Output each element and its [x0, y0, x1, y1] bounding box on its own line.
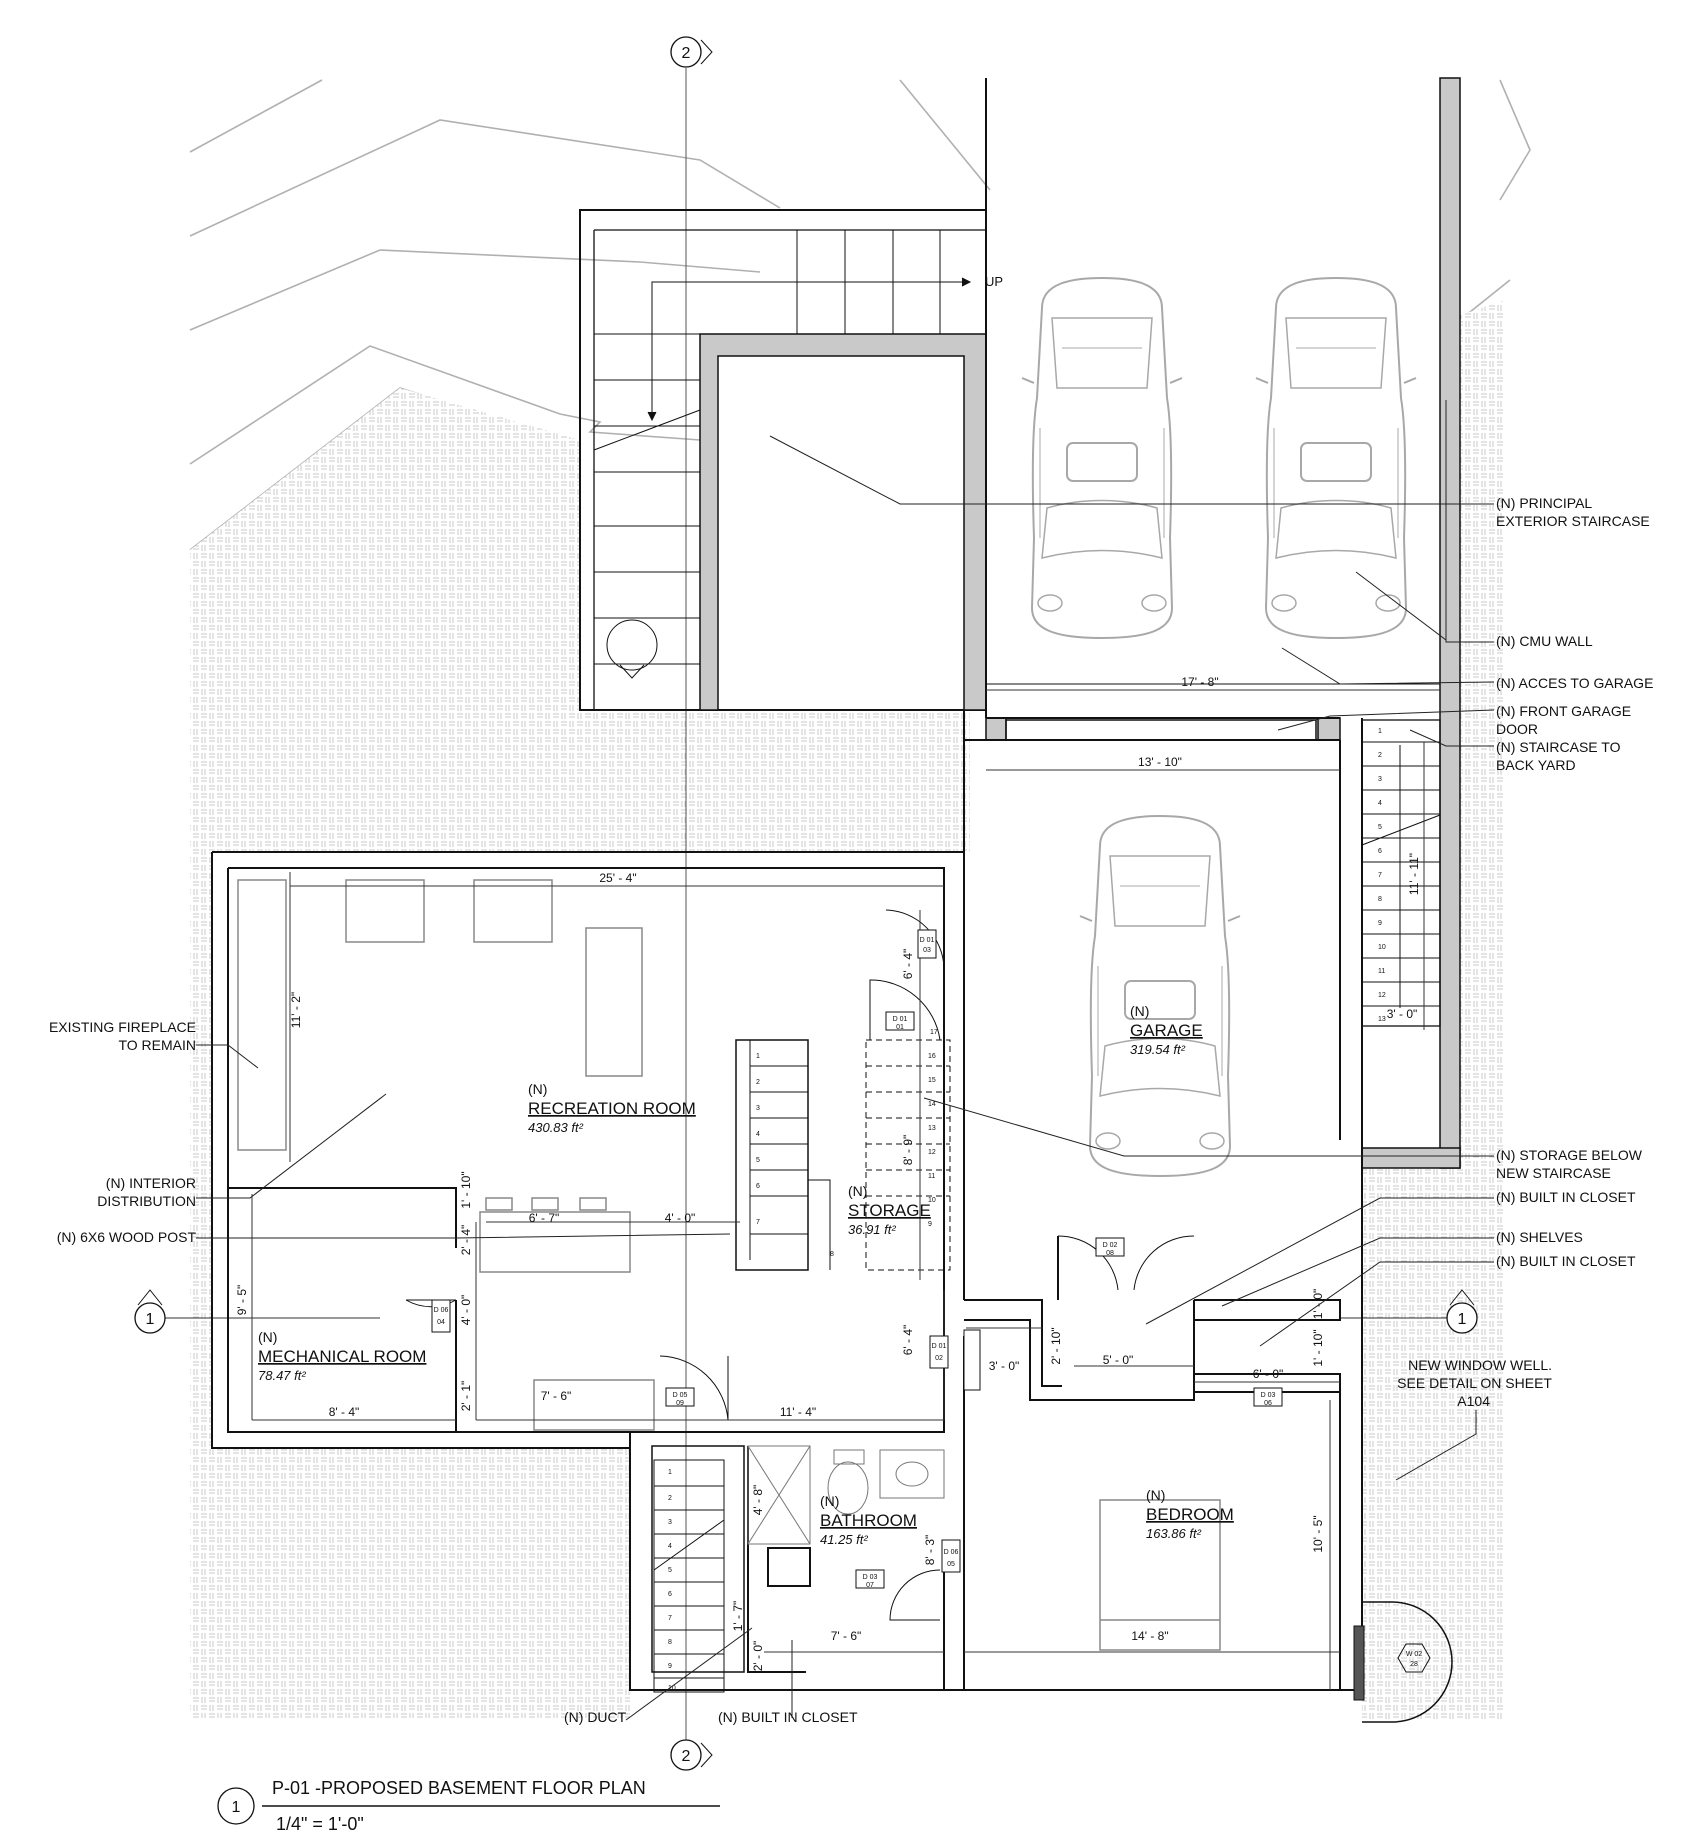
- svg-text:05: 05: [947, 1561, 955, 1568]
- cmu-walls: [700, 78, 1460, 1168]
- svg-text:(N): (N): [1146, 1487, 1166, 1503]
- svg-text:12: 12: [928, 1149, 936, 1156]
- svg-text:5: 5: [1378, 824, 1382, 831]
- svg-text:1: 1: [145, 1311, 155, 1328]
- backyard-stair-numbers: [1378, 728, 1386, 1023]
- svg-text:5: 5: [756, 1157, 760, 1164]
- title-block: [218, 1778, 720, 1834]
- principal-exterior-staircase: [580, 210, 986, 710]
- grid-bubble-bottom: 2: [681, 1748, 691, 1765]
- svg-text:02: 02: [935, 1355, 943, 1362]
- svg-text:1: 1: [231, 1799, 241, 1816]
- svg-text:25' - 4": 25' - 4": [599, 871, 637, 885]
- svg-text:NEW WINDOW WELL.: NEW WINDOW WELL.: [1408, 1357, 1552, 1373]
- svg-text:BEDROOM: BEDROOM: [1146, 1505, 1234, 1524]
- callout-principal-staircase: [1496, 495, 1650, 529]
- svg-text:3' - 0": 3' - 0": [988, 1359, 1020, 1373]
- svg-text:3: 3: [668, 1519, 672, 1526]
- svg-text:D 02: D 02: [1102, 1242, 1118, 1249]
- callout-built-in-closet-2: [1496, 1253, 1636, 1269]
- svg-text:2' - 0": 2' - 0": [751, 1640, 765, 1672]
- callout-front-garage-door: [1496, 703, 1631, 737]
- svg-text:1' - 7": 1' - 7": [731, 1600, 745, 1632]
- svg-text:13: 13: [1378, 1016, 1386, 1023]
- svg-text:41.25 ft²: 41.25 ft²: [820, 1532, 868, 1547]
- svg-text:4: 4: [756, 1131, 760, 1138]
- svg-text:10: 10: [1378, 944, 1386, 951]
- svg-text:BACK YARD: BACK YARD: [1496, 757, 1576, 773]
- svg-text:3: 3: [1378, 776, 1382, 783]
- section-marker-left: [135, 1290, 380, 1333]
- svg-text:6' - 0": 6' - 0": [1252, 1367, 1284, 1381]
- callout-backyard-stair: [1496, 739, 1621, 773]
- svg-text:DISTRIBUTION: DISTRIBUTION: [97, 1193, 196, 1209]
- svg-text:(N) SHELVES: (N) SHELVES: [1496, 1229, 1583, 1245]
- svg-text:D 01: D 01: [892, 1016, 908, 1023]
- svg-text:8: 8: [1378, 896, 1382, 903]
- callout-shelves: [1496, 1229, 1583, 1245]
- svg-text:7' - 6": 7' - 6": [540, 1389, 572, 1403]
- bedroom-closet-walls: [964, 1236, 1340, 1690]
- svg-text:11' - 11": 11' - 11": [1407, 852, 1421, 896]
- paved-areas: [190, 300, 1505, 1720]
- svg-text:6: 6: [668, 1591, 672, 1598]
- svg-text:2: 2: [756, 1079, 760, 1086]
- svg-text:17: 17: [930, 1029, 938, 1036]
- svg-text:11: 11: [1378, 968, 1386, 975]
- svg-text:15: 15: [928, 1077, 936, 1084]
- svg-text:(N): (N): [258, 1329, 278, 1345]
- svg-text:1' - 10": 1' - 10": [459, 1171, 473, 1209]
- svg-text:3: 3: [756, 1105, 760, 1112]
- svg-text:EXTERIOR STAIRCASE: EXTERIOR STAIRCASE: [1496, 513, 1650, 529]
- grid-bubble-top: 2: [681, 45, 691, 62]
- svg-text:14: 14: [928, 1101, 936, 1108]
- svg-text:1: 1: [756, 1053, 760, 1060]
- svg-text:(N) BUILT IN CLOSET: (N) BUILT IN CLOSET: [1496, 1189, 1636, 1205]
- svg-text:(N) STAIRCASE TO: (N) STAIRCASE TO: [1496, 739, 1621, 755]
- callout-built-in-closet-3: (N) BUILT IN CLOSET: [718, 1709, 858, 1725]
- svg-text:16: 16: [928, 1053, 936, 1060]
- svg-text:D 01: D 01: [931, 1343, 947, 1350]
- svg-text:7' - 6": 7' - 6": [830, 1629, 862, 1643]
- svg-text:36.91 ft²: 36.91 ft²: [848, 1222, 896, 1237]
- svg-text:9: 9: [1378, 920, 1382, 927]
- svg-text:STORAGE: STORAGE: [848, 1201, 931, 1220]
- callout-access-garage: [1496, 675, 1653, 691]
- room-storage: [848, 1183, 931, 1237]
- mechanical-room-walls: [228, 1188, 456, 1432]
- svg-text:D 05: D 05: [672, 1392, 688, 1399]
- svg-text:5: 5: [668, 1567, 672, 1574]
- upper-garage: [986, 78, 1440, 740]
- svg-text:TO REMAIN: TO REMAIN: [118, 1037, 196, 1053]
- svg-text:8' - 9": 8' - 9": [901, 1134, 915, 1166]
- svg-text:(N): (N): [820, 1493, 840, 1509]
- svg-text:1' - 0": 1' - 0": [1311, 1288, 1325, 1320]
- callout-cmu-wall: [1496, 633, 1593, 649]
- svg-text:9: 9: [928, 1221, 932, 1228]
- svg-text:3' - 0": 3' - 0": [1386, 1007, 1418, 1021]
- svg-text:1: 1: [668, 1469, 672, 1476]
- svg-text:W 02: W 02: [1405, 1651, 1423, 1658]
- svg-text:17' - 8": 17' - 8": [1181, 675, 1219, 689]
- callout-interior-distribution: [97, 1175, 196, 1209]
- callout-built-in-closet-1: [1496, 1189, 1636, 1205]
- svg-text:(N): (N): [1130, 1003, 1150, 1019]
- svg-text:01: 01: [896, 1024, 904, 1031]
- drawing-scale: 1/4" = 1'-0": [276, 1814, 364, 1834]
- svg-text:1' - 10": 1' - 10": [1311, 1329, 1325, 1367]
- svg-text:78.47 ft²: 78.47 ft²: [258, 1368, 306, 1383]
- callout-storage-below-stair: [1496, 1147, 1643, 1181]
- svg-text:8: 8: [830, 1251, 834, 1258]
- callout-duct: (N) DUCT: [564, 1709, 627, 1725]
- svg-text:(N) CMU WALL: (N) CMU WALL: [1496, 633, 1593, 649]
- svg-text:07: 07: [866, 1582, 874, 1589]
- svg-text:D 01: D 01: [919, 937, 935, 944]
- svg-text:2: 2: [668, 1495, 672, 1502]
- svg-text:(N) BUILT IN CLOSET: (N) BUILT IN CLOSET: [1496, 1253, 1636, 1269]
- svg-text:GARAGE: GARAGE: [1130, 1021, 1203, 1040]
- svg-text:7: 7: [668, 1615, 672, 1622]
- svg-text:9' - 5": 9' - 5": [235, 1284, 249, 1316]
- svg-text:D 06: D 06: [433, 1307, 449, 1314]
- svg-text:7: 7: [1378, 872, 1382, 879]
- svg-text:6' - 4": 6' - 4": [901, 948, 915, 980]
- svg-text:13' - 10": 13' - 10": [1138, 755, 1182, 769]
- svg-text:6' - 7": 6' - 7": [528, 1211, 560, 1225]
- svg-text:4' - 0": 4' - 0": [459, 1294, 473, 1326]
- svg-text:09: 09: [676, 1400, 684, 1407]
- svg-text:7: 7: [756, 1219, 760, 1226]
- svg-text:4' - 8": 4' - 8": [751, 1484, 765, 1516]
- svg-text:1: 1: [1457, 1311, 1467, 1328]
- svg-text:2' - 4": 2' - 4": [459, 1224, 473, 1256]
- svg-text:1: 1: [1378, 728, 1382, 735]
- room-mechanical: [258, 1329, 426, 1383]
- room-recreation: [528, 1081, 696, 1135]
- svg-text:NEW STAIRCASE: NEW STAIRCASE: [1496, 1165, 1611, 1181]
- svg-text:14' - 8": 14' - 8": [1131, 1629, 1169, 1643]
- svg-text:10: 10: [928, 1197, 936, 1204]
- svg-text:10' - 5": 10' - 5": [1311, 1515, 1325, 1553]
- svg-text:D 03: D 03: [862, 1574, 878, 1581]
- svg-text:8' - 3": 8' - 3": [923, 1534, 937, 1566]
- svg-text:11' - 2": 11' - 2": [289, 991, 303, 1029]
- svg-text:(N) 6X6 WOOD POST: (N) 6X6 WOOD POST: [56, 1229, 196, 1245]
- svg-text:6: 6: [756, 1183, 760, 1190]
- svg-text:(N): (N): [848, 1183, 868, 1199]
- callout-wood-post: [57, 1229, 197, 1245]
- svg-text:9: 9: [668, 1663, 672, 1670]
- stair-up-label: UP: [985, 274, 1004, 289]
- svg-text:8: 8: [668, 1639, 672, 1646]
- svg-text:03: 03: [923, 947, 931, 954]
- svg-text:12: 12: [1378, 992, 1386, 999]
- svg-text:(N) STORAGE BELOW: (N) STORAGE BELOW: [1496, 1147, 1642, 1163]
- svg-text:11: 11: [928, 1173, 936, 1180]
- svg-text:D 03: D 03: [1260, 1392, 1276, 1399]
- svg-text:A104: A104: [1457, 1393, 1490, 1409]
- svg-text:DOOR: DOOR: [1496, 721, 1538, 737]
- svg-text:06: 06: [1264, 1400, 1272, 1407]
- svg-text:(N): (N): [528, 1081, 548, 1097]
- svg-text:6' - 4": 6' - 4": [901, 1324, 915, 1356]
- svg-text:D 06: D 06: [943, 1549, 959, 1556]
- svg-text:BATHROOM: BATHROOM: [820, 1511, 917, 1530]
- drawing-title: P-01 -PROPOSED BASEMENT FLOOR PLAN: [272, 1778, 646, 1798]
- svg-text:08: 08: [1106, 1250, 1114, 1257]
- svg-text:5' - 0": 5' - 0": [1102, 1353, 1134, 1367]
- svg-text:SEE DETAIL ON SHEET: SEE DETAIL ON SHEET: [1397, 1375, 1552, 1391]
- svg-text:RECREATION ROOM: RECREATION ROOM: [528, 1099, 696, 1118]
- svg-text:163.86 ft²: 163.86 ft²: [1146, 1526, 1201, 1541]
- svg-text:04: 04: [437, 1319, 445, 1326]
- svg-text:4' - 0": 4' - 0": [664, 1211, 696, 1225]
- svg-text:28: 28: [1410, 1661, 1418, 1668]
- svg-text:2' - 10": 2' - 10": [1049, 1327, 1063, 1365]
- room-garage: [1130, 1003, 1203, 1057]
- svg-text:430.83 ft²: 430.83 ft²: [528, 1120, 583, 1135]
- callout-fireplace: [49, 1019, 196, 1053]
- svg-text:13: 13: [928, 1125, 936, 1132]
- svg-text:(N) ACCES TO GARAGE: (N) ACCES TO GARAGE: [1496, 675, 1654, 691]
- svg-text:MECHANICAL ROOM: MECHANICAL ROOM: [258, 1347, 427, 1366]
- svg-text:8' - 4": 8' - 4": [328, 1405, 360, 1419]
- svg-text:2: 2: [1378, 752, 1382, 759]
- svg-text:319.54 ft²: 319.54 ft²: [1130, 1042, 1185, 1057]
- svg-text:EXISTING FIREPLACE: EXISTING FIREPLACE: [48, 1019, 196, 1035]
- svg-text:(N) PRINCIPAL: (N) PRINCIPAL: [1496, 495, 1593, 511]
- svg-text:10: 10: [668, 1685, 676, 1692]
- svg-text:(N) INTERIOR: (N) INTERIOR: [105, 1175, 196, 1191]
- svg-text:4: 4: [1378, 800, 1382, 807]
- svg-text:11' - 4": 11' - 4": [779, 1405, 817, 1419]
- backyard-staircase: [1362, 720, 1440, 1026]
- svg-text:2' - 1": 2' - 1": [459, 1380, 473, 1412]
- svg-text:4: 4: [668, 1543, 672, 1550]
- svg-text:(N) FRONT GARAGE: (N) FRONT GARAGE: [1496, 703, 1632, 719]
- svg-text:6: 6: [1378, 848, 1382, 855]
